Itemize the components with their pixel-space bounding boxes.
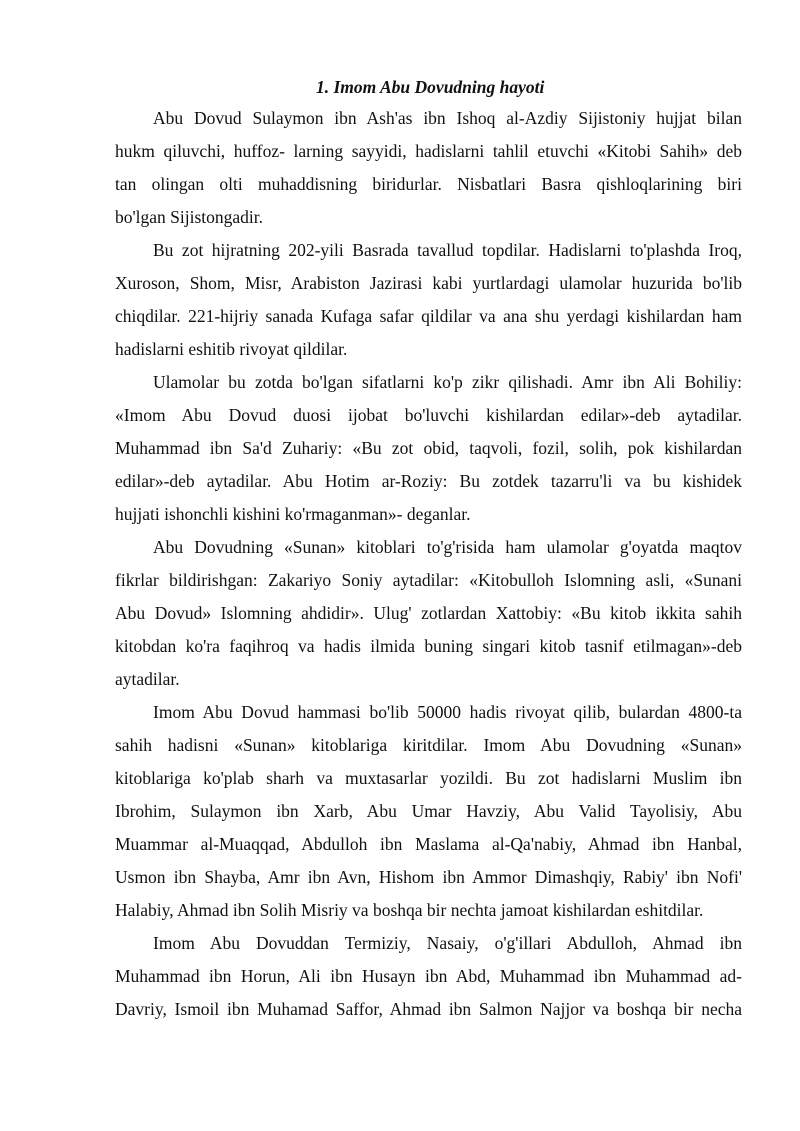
text-line: Ibrohim, Sulaymon ibn Xarb, Abu Umar Havziy, Abu Valid Tayolisiy, Abu (115, 801, 742, 821)
text-line: bo'lgan Sijistongadir. (115, 207, 264, 227)
paragraph (115, 531, 742, 696)
paragraph (115, 102, 742, 234)
text-line: Usmon ibn Shayba, Amr ibn Avn, Hishom ibn Ammor Dimashqiy, Rabiy' ibn Nofi' (115, 867, 742, 887)
text-line: tan olingan olti muhaddisning biridurlar. Nisbatlari Basra qishloqlarining biri (115, 174, 742, 194)
text-line: Davriy, Ismoil ibn Muhamad Saffor, Ahmad ibn Salmon Najjor va boshqa bir necha (115, 999, 742, 1019)
text-line: Ulamolar bu zotda bo'lgan sifatlarni ko'p zikr qilishadi. Amr ibn Ali Bohiliy: (153, 372, 742, 392)
text-line: kitobdan ko'ra faqihroq va hadis ilmida buning singari kitob tasnif etilmagan»-deb (115, 636, 742, 656)
text-line: Muammar al-Muaqqad, Abdulloh ibn Maslama al-Qa'nabiy, Ahmad ibn Hanbal, (115, 834, 742, 854)
text-line: edilar»-deb aytadilar. Abu Hotim ar-Roziy: Bu zotdek tazarru'li va bu kishidek (115, 471, 742, 491)
paragraph (115, 696, 742, 927)
text-line: kitoblariga ko'plab sharh va muxtasarlar yozildi. Bu zot hadislarni Muslim ibn (115, 768, 742, 788)
text-line: Abu Dovud» Islomning ahdidir». Ulug' zotlardan Xattobiy: «Bu kitob ikkita sahih (115, 603, 742, 623)
document-body (115, 102, 742, 1026)
text-line: hujjati ishonchli kishini ko'rmaganman»- deganlar. (115, 504, 471, 524)
text-line: hadislarni eshitib rivoyat qildilar. (115, 339, 348, 359)
paragraph (115, 366, 742, 531)
text-line: Bu zot hijratning 202-yili Basrada tavallud topdilar. Hadislarni to'plashda Iroq, (153, 240, 742, 260)
text-line: «Imom Abu Dovud duosi ijobat bo'luvchi kishilardan edilar»-deb aytadilar. (115, 405, 742, 425)
text-line: Abu Dovud Sulaymon ibn Ash'as ibn Ishoq al-Azdiy Sijistoniy hujjat bilan (153, 108, 742, 128)
paragraph (115, 234, 742, 366)
text-line: Muhammad ibn Horun, Ali ibn Husayn ibn Abd, Muhammad ibn Muhammad ad- (115, 966, 742, 986)
text-line: Muhammad ibn Sa'd Zuhariy: «Bu zot obid, taqvoli, fozil, solih, pok kishilardan (115, 438, 742, 458)
text-line: fikrlar bildirishgan: Zakariyo Soniy aytadilar: «Kitobulloh Islomning asli, «Sunani (115, 570, 742, 590)
text-line: hukm qiluvchi, huffoz- larning sayyidi, hadislarni tahlil etuvchi «Kitobi Sahih» deb (115, 141, 742, 161)
text-line: Halabiy, Ahmad ibn Solih Misriy va boshqa bir nechta jamoat kishilardan eshitdilar. (115, 900, 704, 920)
text-line: Xuroson, Shom, Misr, Arabiston Jazirasi kabi yurtlardagi ulamolar huzurida bo'lib (115, 273, 742, 293)
text-line: Abu Dovudning «Sunan» kitoblari to'g'risida ham ulamolar g'oyatda maqtov (153, 537, 742, 557)
text-line: aytadilar. (115, 669, 180, 689)
section-title: 1. Imom Abu Dovudning hayoti (316, 77, 545, 97)
text-line: sahih hadisni «Sunan» kitoblariga kiritdilar. Imom Abu Dovudning «Sunan» (115, 735, 742, 755)
text-line: Imom Abu Dovuddan Termiziy, Nasaiy, o'g'illari Abdulloh, Ahmad ibn (153, 933, 742, 953)
paragraph (115, 927, 742, 1026)
text-line: Imom Abu Dovud hammasi bo'lib 50000 hadis rivoyat qilib, bulardan 4800-ta (153, 702, 742, 722)
text-line: chiqdilar. 221-hijriy sanada Kufaga safar qildilar va ana shu yerdagi kishilardan ham (115, 306, 742, 326)
